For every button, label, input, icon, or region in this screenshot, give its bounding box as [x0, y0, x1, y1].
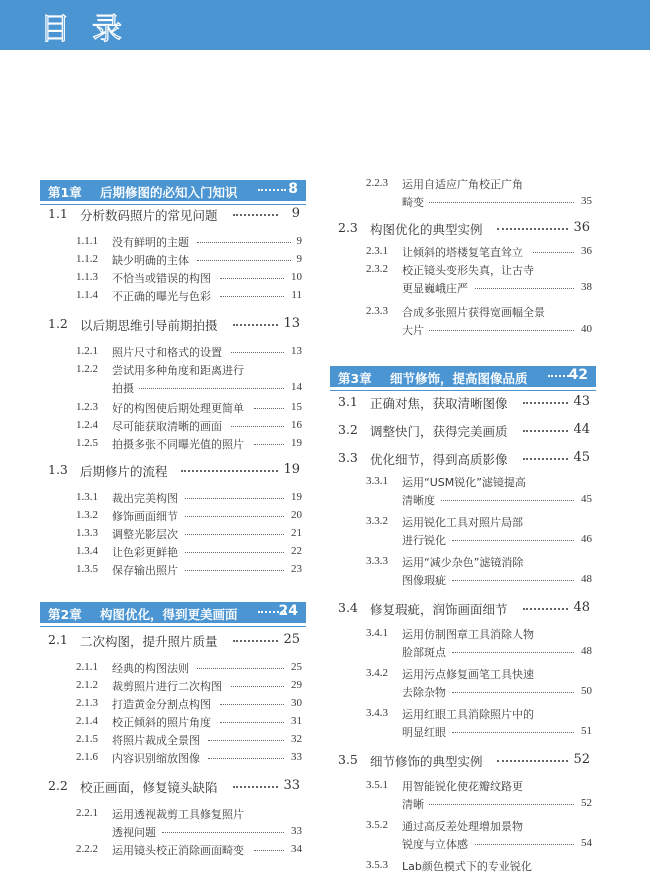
subsection-title: 内容识别缩放图像 [112, 752, 200, 765]
leader-dots [452, 652, 574, 653]
page-number: 35 [581, 195, 592, 207]
leader-dots [452, 580, 574, 581]
section-entry [330, 600, 596, 618]
subsection-entry [330, 724, 596, 740]
page-number: 24 [278, 603, 298, 619]
page-number: 33 [283, 778, 300, 793]
leader-dots [233, 786, 278, 788]
subsection-title: 图像瑕疵 [402, 574, 446, 587]
page-number: 33 [291, 825, 302, 837]
subsection-entry [330, 666, 596, 682]
page-number: 43 [573, 394, 590, 409]
subsection-number: 3.4.1 [366, 627, 388, 639]
leader-dots [208, 740, 284, 741]
page-number: 20 [291, 509, 302, 521]
subsection-entry [330, 244, 596, 260]
section-number: 1.3 [48, 462, 68, 477]
subsection-entry [40, 400, 306, 416]
leader-dots [497, 760, 568, 762]
subsection-entry [330, 796, 596, 812]
subsection-entry [330, 858, 596, 874]
leader-dots [231, 352, 284, 353]
subsection-number: 1.2.5 [76, 437, 98, 449]
subsection-entry [330, 194, 596, 210]
subsection-title: 拍摄多张不同曝光值的照片 [112, 438, 244, 451]
section-title: 后期修片的流程 [80, 464, 168, 479]
subsection-entry [40, 714, 306, 730]
leader-dots [208, 758, 284, 759]
subsection-number: 2.1.3 [76, 697, 98, 709]
leader-dots [185, 570, 284, 571]
subsection-entry [330, 644, 596, 660]
page-number: 25 [283, 632, 300, 647]
page-number: 9 [291, 206, 300, 221]
page-title: 目录 [40, 12, 144, 47]
subsection-number: 3.4.2 [366, 667, 388, 679]
section-title: 细节修饰的典型实例 [370, 754, 483, 769]
leader-dots [452, 732, 574, 733]
page-number: 13 [283, 316, 300, 331]
chapter-rule [40, 626, 306, 627]
subsection-entry [330, 322, 596, 338]
page-number: 48 [581, 573, 592, 585]
leader-dots [139, 388, 284, 389]
section-title: 以后期思维引导前期拍摄 [80, 318, 218, 333]
subsection-entry [40, 526, 306, 542]
leader-dots [231, 426, 284, 427]
subsection-entry [330, 572, 596, 588]
subsection-title: 更显巍峨庄严 [402, 282, 468, 295]
subsection-title: 打造黄金分割点构图 [112, 698, 211, 711]
toc-left-column [40, 0, 306, 882]
subsection-title: 脸部斑点 [402, 646, 446, 659]
subsection-number: 3.5.2 [366, 819, 388, 831]
subsection-number: 2.3.2 [366, 263, 388, 275]
subsection-entry [330, 304, 596, 320]
subsection-title: 缺少明确的主体 [112, 254, 189, 267]
page-number: 51 [581, 725, 592, 737]
subsection-entry [330, 706, 596, 722]
section-number: 3.3 [338, 450, 358, 465]
section-number: 2.1 [48, 632, 68, 647]
section-entry [330, 422, 596, 440]
page-number: 31 [291, 715, 302, 727]
section-number: 1.2 [48, 316, 68, 331]
subsection-title: 大片 [402, 324, 424, 337]
section-number: 3.2 [338, 422, 358, 437]
subsection-number: 2.1.2 [76, 679, 98, 691]
leader-dots [197, 242, 292, 243]
subsection-entry [40, 252, 306, 268]
subsection-number: 1.1.4 [76, 289, 98, 301]
subsection-title: 拍摄 [112, 382, 134, 395]
section-title: 构图优化的典型实例 [370, 222, 483, 237]
subsection-entry [330, 474, 596, 490]
subsection-title: 让倾斜的塔楼复笔直耸立 [402, 246, 523, 259]
subsection-number: 2.2.1 [76, 807, 98, 819]
subsection-number: 1.1.2 [76, 253, 98, 265]
section-entry [40, 316, 306, 334]
subsection-title: Lab颜色模式下的专业锐化 [402, 860, 532, 873]
subsection-entry [330, 176, 596, 192]
page-number: 42 [568, 367, 588, 383]
section-number: 3.5 [338, 752, 358, 767]
chapter-rule [40, 204, 306, 205]
subsection-entry [330, 492, 596, 508]
leader-dots [181, 470, 278, 472]
subsection-number: 2.1.5 [76, 733, 98, 745]
chapter-title: 细节修饰，提高图像品质 [390, 371, 528, 386]
page-number: 19 [291, 491, 302, 503]
subsection-title: 运用透视裁剪工具修复照片 [112, 808, 244, 821]
page-number: 52 [581, 797, 592, 809]
subsection-title: 畸变 [402, 196, 424, 209]
leader-dots [220, 704, 285, 705]
page-number: 34 [291, 843, 302, 855]
subsection-entry [40, 562, 306, 578]
page-number: 38 [581, 281, 592, 293]
subsection-title: 运用红眼工具消除照片中的 [402, 708, 534, 721]
page-number: 13 [291, 345, 302, 357]
subsection-number: 1.3.2 [76, 509, 98, 521]
section-title: 正确对焦，获取清晰图像 [370, 396, 508, 411]
page-number: 29 [291, 679, 302, 691]
leader-dots [197, 668, 285, 669]
subsection-entry [40, 508, 306, 524]
page-number: 19 [283, 462, 300, 477]
chapter-number: 第2章 [48, 607, 82, 622]
subsection-title: 保存输出照片 [112, 564, 178, 577]
page-number: 36 [573, 220, 590, 235]
subsection-title: 校正倾斜的照片角度 [112, 716, 211, 729]
leader-dots [258, 189, 286, 191]
leader-dots [254, 408, 284, 409]
page-number: 36 [581, 245, 592, 257]
subsection-number: 2.3.3 [366, 305, 388, 317]
section-title: 修复瑕疵，润饰画面细节 [370, 602, 508, 617]
subsection-title: 运用污点修复画笔工具快速 [402, 668, 534, 681]
subsection-number: 1.3.1 [76, 491, 98, 503]
leader-dots [185, 498, 284, 499]
leader-dots [220, 722, 285, 723]
leader-dots [533, 252, 575, 253]
leader-dots [233, 324, 278, 326]
subsection-title: 裁剪照片进行二次构图 [112, 680, 222, 693]
subsection-entry [40, 806, 306, 822]
section-entry [40, 778, 306, 796]
subsection-entry [40, 544, 306, 560]
leader-dots [197, 260, 292, 261]
chapter-heading [40, 602, 306, 623]
subsection-title: 尝试用多种角度和距离进行 [112, 364, 244, 377]
section-entry [40, 462, 306, 480]
page-number: 30 [291, 697, 302, 709]
subsection-entry [40, 436, 306, 452]
subsection-title: 透视问题 [112, 826, 156, 839]
subsection-number: 1.2.3 [76, 401, 98, 413]
subsection-number: 2.3.1 [366, 245, 388, 257]
page-number: 52 [573, 752, 590, 767]
subsection-entry [40, 234, 306, 250]
subsection-number: 2.1.4 [76, 715, 98, 727]
subsection-title: 照片尺寸和格式的设置 [112, 346, 222, 359]
section-entry [330, 752, 596, 770]
page-number: 9 [296, 235, 302, 247]
leader-dots [441, 500, 575, 501]
subsection-number: 2.1.6 [76, 751, 98, 763]
subsection-title: 进行锐化 [402, 534, 446, 547]
page-number: 8 [288, 181, 298, 197]
subsection-title: 尽可能获取清晰的画面 [112, 420, 222, 433]
page-number: 9 [296, 253, 302, 265]
leader-dots [497, 228, 568, 230]
page-number: 14 [291, 381, 302, 393]
section-entry [40, 632, 306, 650]
subsection-number: 1.2.4 [76, 419, 98, 431]
subsection-entry [40, 750, 306, 766]
subsection-entry [330, 280, 596, 296]
page-number: 16 [291, 419, 302, 431]
subsection-entry [40, 824, 306, 840]
section-entry [40, 206, 306, 224]
leader-dots [220, 278, 285, 279]
page-number: 15 [291, 401, 302, 413]
leader-dots [523, 458, 568, 460]
chapter-title: 后期修图的必知入门知识 [100, 185, 238, 200]
leader-dots [475, 844, 574, 845]
subsection-number: 1.2.1 [76, 345, 98, 357]
subsection-title: 校正镜头变形失真，让古寺 [402, 264, 534, 277]
chapter-heading [40, 180, 306, 201]
subsection-title: 不恰当或错误的构图 [112, 272, 211, 285]
subsection-title: 将照片裁成全景图 [112, 734, 200, 747]
subsection-number: 1.2.2 [76, 363, 98, 375]
subsection-title: 运用自适应广角校正广角 [402, 178, 523, 191]
subsection-entry [40, 344, 306, 360]
subsection-title: 裁出完美构图 [112, 492, 178, 505]
leader-dots [429, 330, 574, 331]
subsection-entry [330, 554, 596, 570]
leader-dots [475, 288, 574, 289]
subsection-title: 运用锐化工具对照片局部 [402, 516, 523, 529]
subsection-title: 锐度与立体感 [402, 838, 468, 851]
page-number: 23 [291, 563, 302, 575]
subsection-entry [40, 660, 306, 676]
subsection-entry [40, 678, 306, 694]
subsection-title: 去除杂物 [402, 686, 446, 699]
toc-right-column [330, 0, 596, 882]
subsection-title: 不正确的曝光与色彩 [112, 290, 211, 303]
section-number: 1.1 [48, 206, 68, 221]
leader-dots [185, 534, 284, 535]
leader-dots [523, 402, 568, 404]
page-number: 25 [291, 661, 302, 673]
leader-dots [452, 692, 574, 693]
subsection-entry [40, 270, 306, 286]
subsection-number: 3.4.3 [366, 707, 388, 719]
page-number: 46 [581, 533, 592, 545]
subsection-entry [330, 514, 596, 530]
section-entry [330, 220, 596, 238]
section-title: 二次构图，提升照片质量 [80, 634, 218, 649]
page-number: 21 [291, 527, 302, 539]
section-title: 校正画面，修复镜头缺陷 [80, 780, 218, 795]
section-entry [330, 450, 596, 468]
subsection-entry [40, 362, 306, 378]
section-number: 2.3 [338, 220, 358, 235]
leader-dots [220, 296, 285, 297]
page-number: 22 [291, 545, 302, 557]
leader-dots [231, 686, 284, 687]
subsection-entry [330, 684, 596, 700]
subsection-title: 运用“减少杂色”滤镜消除 [402, 556, 524, 569]
subsection-number: 3.3.1 [366, 475, 388, 487]
subsection-title: 用智能锐化使花瓣纹路更 [402, 780, 523, 793]
page-number: 19 [291, 437, 302, 449]
subsection-entry [330, 836, 596, 852]
chapter-number: 第3章 [338, 371, 372, 386]
leader-dots [233, 214, 278, 216]
subsection-number: 2.2.3 [366, 177, 388, 189]
subsection-entry [330, 778, 596, 794]
subsection-number: 1.1.1 [76, 235, 98, 247]
subsection-title: 经典的构图法则 [112, 662, 189, 675]
subsection-entry [40, 490, 306, 506]
leader-dots [254, 850, 284, 851]
page-number: 32 [291, 733, 302, 745]
page-number: 45 [581, 493, 592, 505]
subsection-entry [40, 288, 306, 304]
page-number: 48 [581, 645, 592, 657]
subsection-entry [40, 418, 306, 434]
section-entry [330, 394, 596, 412]
subsection-number: 1.3.4 [76, 545, 98, 557]
subsection-title: 合成多张照片获得宽画幅全景 [402, 306, 545, 319]
leader-dots [429, 804, 574, 805]
page-number: 45 [573, 450, 590, 465]
section-number: 3.1 [338, 394, 358, 409]
subsection-entry [40, 842, 306, 858]
leader-dots [162, 832, 284, 833]
subsection-title: 通过高反差处理增加景物 [402, 820, 523, 833]
leader-dots [429, 202, 574, 203]
subsection-title: 清晰 [402, 798, 424, 811]
subsection-number: 1.3.3 [76, 527, 98, 539]
chapter-rule [330, 390, 596, 391]
subsection-entry [330, 532, 596, 548]
subsection-number: 1.3.5 [76, 563, 98, 575]
subsection-number: 2.1.1 [76, 661, 98, 673]
leader-dots [452, 540, 574, 541]
subsection-title: 好的构图使后期处理更简单 [112, 402, 244, 415]
subsection-entry [40, 696, 306, 712]
subsection-number: 3.5.1 [366, 779, 388, 791]
section-title: 分析数码照片的常见问题 [80, 208, 218, 223]
leader-dots [523, 608, 568, 610]
section-number: 3.4 [338, 600, 358, 615]
chapter-number: 第1章 [48, 185, 82, 200]
subsection-title: 清晰度 [402, 494, 435, 507]
subsection-title: 运用镜头校正消除画面畸变 [112, 844, 244, 857]
page-number: 33 [291, 751, 302, 763]
subsection-entry [40, 380, 306, 396]
subsection-title: 运用仿制图章工具消除人物 [402, 628, 534, 641]
leader-dots [185, 516, 284, 517]
page-number: 10 [291, 271, 302, 283]
leader-dots [254, 444, 284, 445]
subsection-number: 3.3.3 [366, 555, 388, 567]
section-title: 调整快门，获得完美画质 [370, 424, 508, 439]
subsection-number: 2.2.2 [76, 843, 98, 855]
subsection-number: 1.1.3 [76, 271, 98, 283]
subsection-entry [40, 732, 306, 748]
subsection-number: 3.3.2 [366, 515, 388, 527]
section-number: 2.2 [48, 778, 68, 793]
subsection-title: 明显红眼 [402, 726, 446, 739]
page-number: 11 [291, 289, 302, 301]
chapter-title: 构图优化，得到更美画面 [100, 607, 238, 622]
subsection-number: 3.5.3 [366, 859, 388, 871]
page-number: 44 [573, 422, 590, 437]
subsection-entry [330, 626, 596, 642]
subsection-entry [330, 818, 596, 834]
leader-dots [185, 552, 284, 553]
page-number: 50 [581, 685, 592, 697]
page-number: 40 [581, 323, 592, 335]
subsection-title: 让色彩更鲜艳 [112, 546, 178, 559]
section-title: 优化细节，得到高质影像 [370, 452, 508, 467]
leader-dots [233, 640, 278, 642]
subsection-entry [330, 262, 596, 278]
page-number: 48 [573, 600, 590, 615]
subsection-title: 修饰画面细节 [112, 510, 178, 523]
subsection-title: 没有鲜明的主题 [112, 236, 189, 249]
subsection-title: 运用“USM锐化”滤镜提高 [402, 476, 526, 489]
chapter-heading [330, 366, 596, 387]
leader-dots [523, 430, 568, 432]
subsection-title: 调整光影层次 [112, 528, 178, 541]
page-number: 54 [581, 837, 592, 849]
